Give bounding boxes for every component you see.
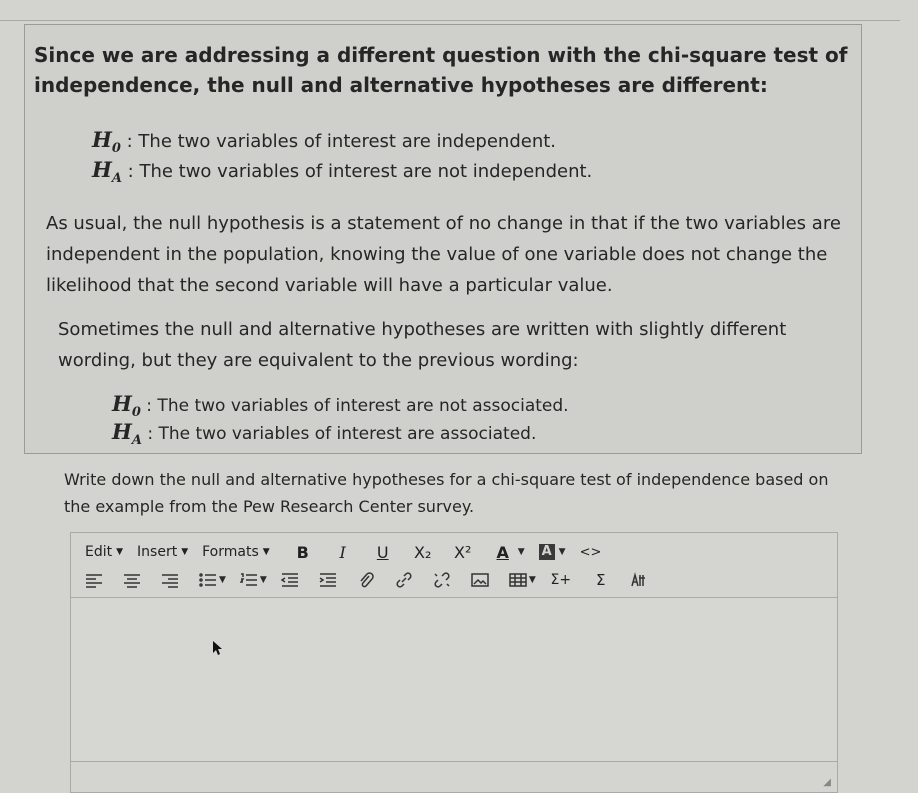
background-color-button[interactable]: A (539, 544, 555, 560)
image-icon[interactable] (471, 572, 489, 588)
alt-hypothesis-1: $H_A$ : The two variables of interest are not independent. (92, 157, 593, 187)
indent-icon[interactable] (319, 572, 337, 588)
intro-paragraph: Since we are addressing a different question with the chi-square test of independence, the null and alternative hypotheses are different: (34, 43, 848, 97)
outdent-icon[interactable] (281, 572, 299, 588)
chevron-down-icon: ▼ (181, 547, 189, 557)
align-right-icon[interactable] (161, 572, 179, 588)
chevron-down-icon: ▼ (116, 547, 124, 557)
underline-button[interactable]: U (376, 542, 389, 562)
attachment-icon[interactable] (357, 572, 375, 588)
editor-content-area[interactable] (71, 597, 837, 762)
superscript-button[interactable]: X² (454, 542, 472, 562)
insert-menu[interactable]: Insert ▼ (137, 544, 189, 560)
editor-statusbar (71, 761, 837, 792)
numbered-list-icon[interactable] (240, 572, 258, 588)
table-icon[interactable] (509, 572, 527, 588)
bullet-list-icon[interactable] (199, 572, 217, 588)
code-button[interactable]: <> (579, 544, 602, 560)
background-color-dropdown[interactable]: ▼ (558, 547, 566, 557)
link-icon[interactable] (395, 572, 413, 588)
chevron-down-icon: ▼ (262, 547, 270, 557)
subscript-button[interactable]: X₂ (414, 542, 432, 562)
text-color-dropdown[interactable]: ▼ (517, 547, 525, 557)
null-hypothesis-1: $H_0$ : The two variables of interest are independent. (92, 127, 557, 157)
formats-menu[interactable]: Formats ▼ (202, 544, 270, 560)
top-divider (0, 20, 900, 21)
editor-toolbar (71, 565, 837, 595)
math-editor-icon[interactable] (630, 572, 648, 588)
sometimes-paragraph: Sometimes the null and alternative hypotheses are written with slightly different wording, but they are equivalent to the previous wording: (58, 319, 787, 371)
null-hypothesis-2: $H_0$ : The two variables of interest are not associated. (112, 391, 569, 421)
align-left-icon[interactable] (85, 572, 103, 588)
mouse-cursor-icon (212, 640, 224, 656)
question-prompt: Write down the null and alternative hypotheses for a chi-square test of independence based on the example from the Pew Research Center survey. (64, 470, 829, 516)
italic-button[interactable]: I (339, 542, 346, 562)
bold-button[interactable]: B (296, 542, 309, 562)
numbered-list-dropdown[interactable]: ▼ (259, 575, 267, 585)
alt-hypothesis-2: $H_A$ : The two variables of interest are associated. (112, 419, 537, 449)
usual-paragraph: As usual, the null hypothesis is a statement of no change in that if the two variables are independent in the population, knowing the value of one variable does not change the likelihood that the second variable will have a particular value. (46, 213, 841, 296)
equation-button[interactable]: Σ (596, 571, 606, 589)
align-center-icon[interactable] (123, 572, 141, 588)
table-dropdown[interactable]: ▼ (528, 575, 536, 585)
edit-menu[interactable]: Edit ▼ (85, 544, 124, 560)
unlink-icon[interactable] (433, 572, 451, 588)
resize-handle-icon[interactable]: ◢ (823, 777, 831, 788)
equation-plus-button[interactable]: Σ+ (550, 572, 572, 588)
bullet-list-dropdown[interactable]: ▼ (219, 575, 226, 585)
editor-menubar (71, 537, 837, 567)
rich-text-editor[interactable] (70, 532, 838, 793)
text-color-button[interactable]: A (496, 542, 509, 562)
